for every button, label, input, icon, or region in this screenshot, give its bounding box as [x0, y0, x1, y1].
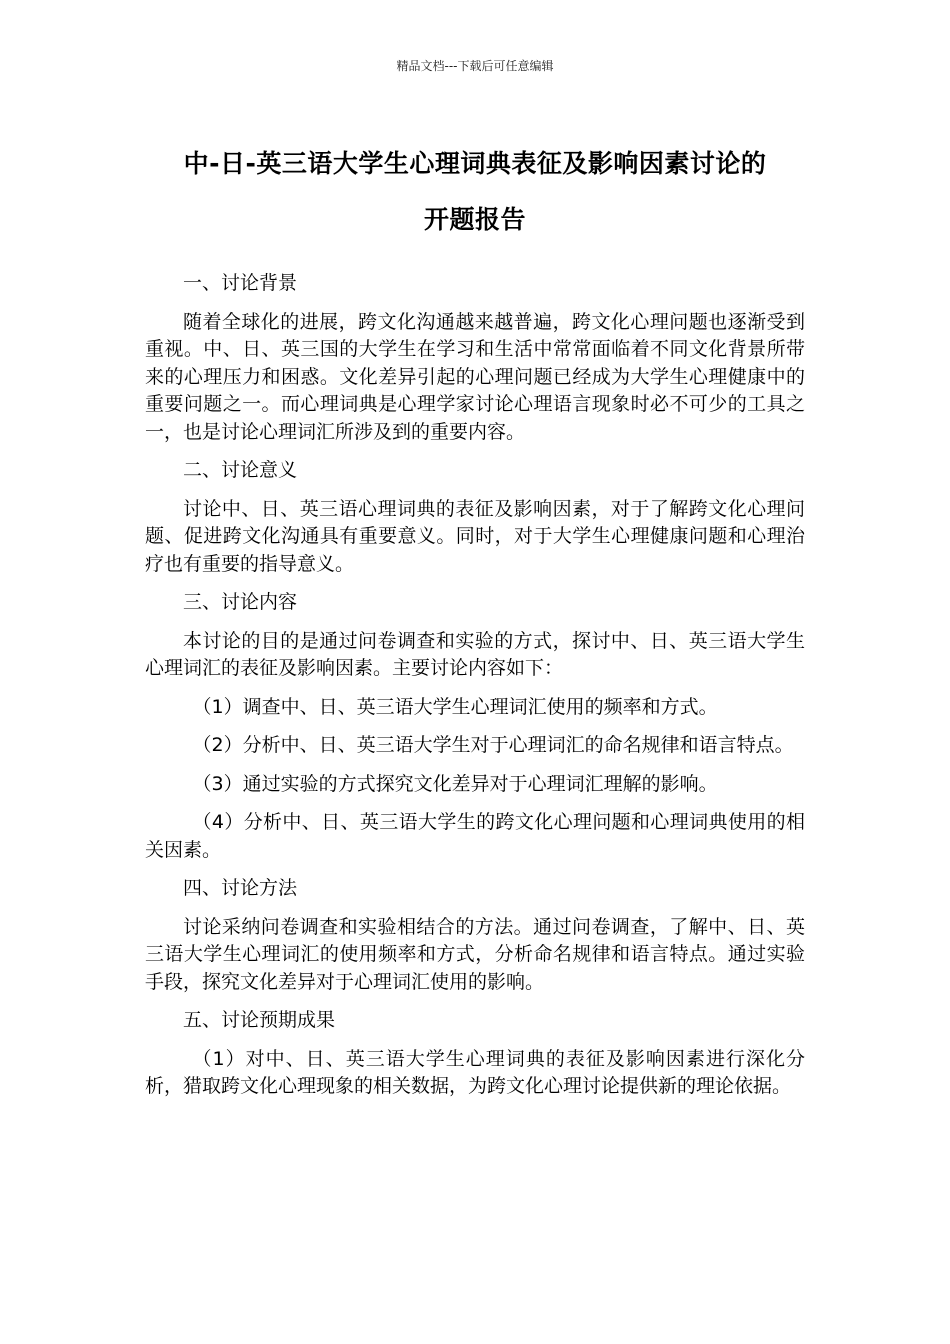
- document-title: [140, 136, 810, 248]
- paragraph-method: 讨论采纳问卷调查和实验相结合的方法。通过问卷调查，了解中、日、英三语大学生心理词汇的使用频率和方式，分析命名规律和语言特点。通过实验手段，探究文化差异对于心理词汇使用的影响。: [145, 915, 805, 993]
- paragraph-background: 随着全球化的进展，跨文化沟通越来越普遍，跨文化心理问题也逐渐受到重视。中、日、英三国的大学生在学习和生活中常常面临着不同文化背景所带来的心理压力和困惑。文化差异引起的心理问题已经成为大学生心理健康中的重要问题之一。而心理词典是心理学家讨论心理语言现象时必不可少的工具之一，也是讨论心理词汇所涉及到的重要内容。: [145, 310, 805, 443]
- section-heading-content: 三、讨论内容: [183, 591, 298, 613]
- section-heading-background: 一、讨论背景: [183, 272, 298, 294]
- title-line-2: 开题报告: [423, 205, 526, 234]
- paragraph-significance: 讨论中、日、英三语心理词典的表征及影响因素，对于了解跨文化心理问题、促进跨文化沟通具有重要意义。同时，对于大学生心理健康问题和心理治疗也有重要的指导意义。: [145, 497, 805, 575]
- content-item-1: （1）调查中、日、英三语大学生心理词汇使用的频率和方式。: [192, 695, 718, 718]
- section-heading-significance: 二、讨论意义: [183, 459, 298, 481]
- header-note: 精品文档---下载后可任意编辑: [396, 59, 554, 73]
- section-heading-outcomes: 五、讨论预期成果: [183, 1009, 336, 1031]
- section-heading-method: 四、讨论方法: [183, 877, 298, 899]
- content-item-3: （3）通过实验的方式探究文化差异对于心理词汇理解的影响。: [192, 772, 718, 795]
- title-line-1: 中-日-英三语大学生心理词典表征及影响因素讨论的: [183, 149, 767, 178]
- document-body: [145, 270, 805, 1112]
- paragraph-content: 本讨论的目的是通过问卷调查和实验的方式，探讨中、日、英三语大学生心理词汇的表征及影响因素。主要讨论内容如下：: [145, 629, 805, 679]
- outcome-item-1: （1）对中、日、英三语大学生心理词典的表征及影响因素进行深化分析，猎取跨文化心理现象的相关数据，为跨文化心理讨论提供新的理论依据。: [145, 1047, 805, 1097]
- content-item-2: （2）分析中、日、英三语大学生对于心理词汇的命名规律和语言特点。: [192, 734, 794, 756]
- content-item-4: （4）分析中、日、英三语大学生的跨文化心理问题和心理词典使用的相关因素。: [145, 811, 805, 861]
